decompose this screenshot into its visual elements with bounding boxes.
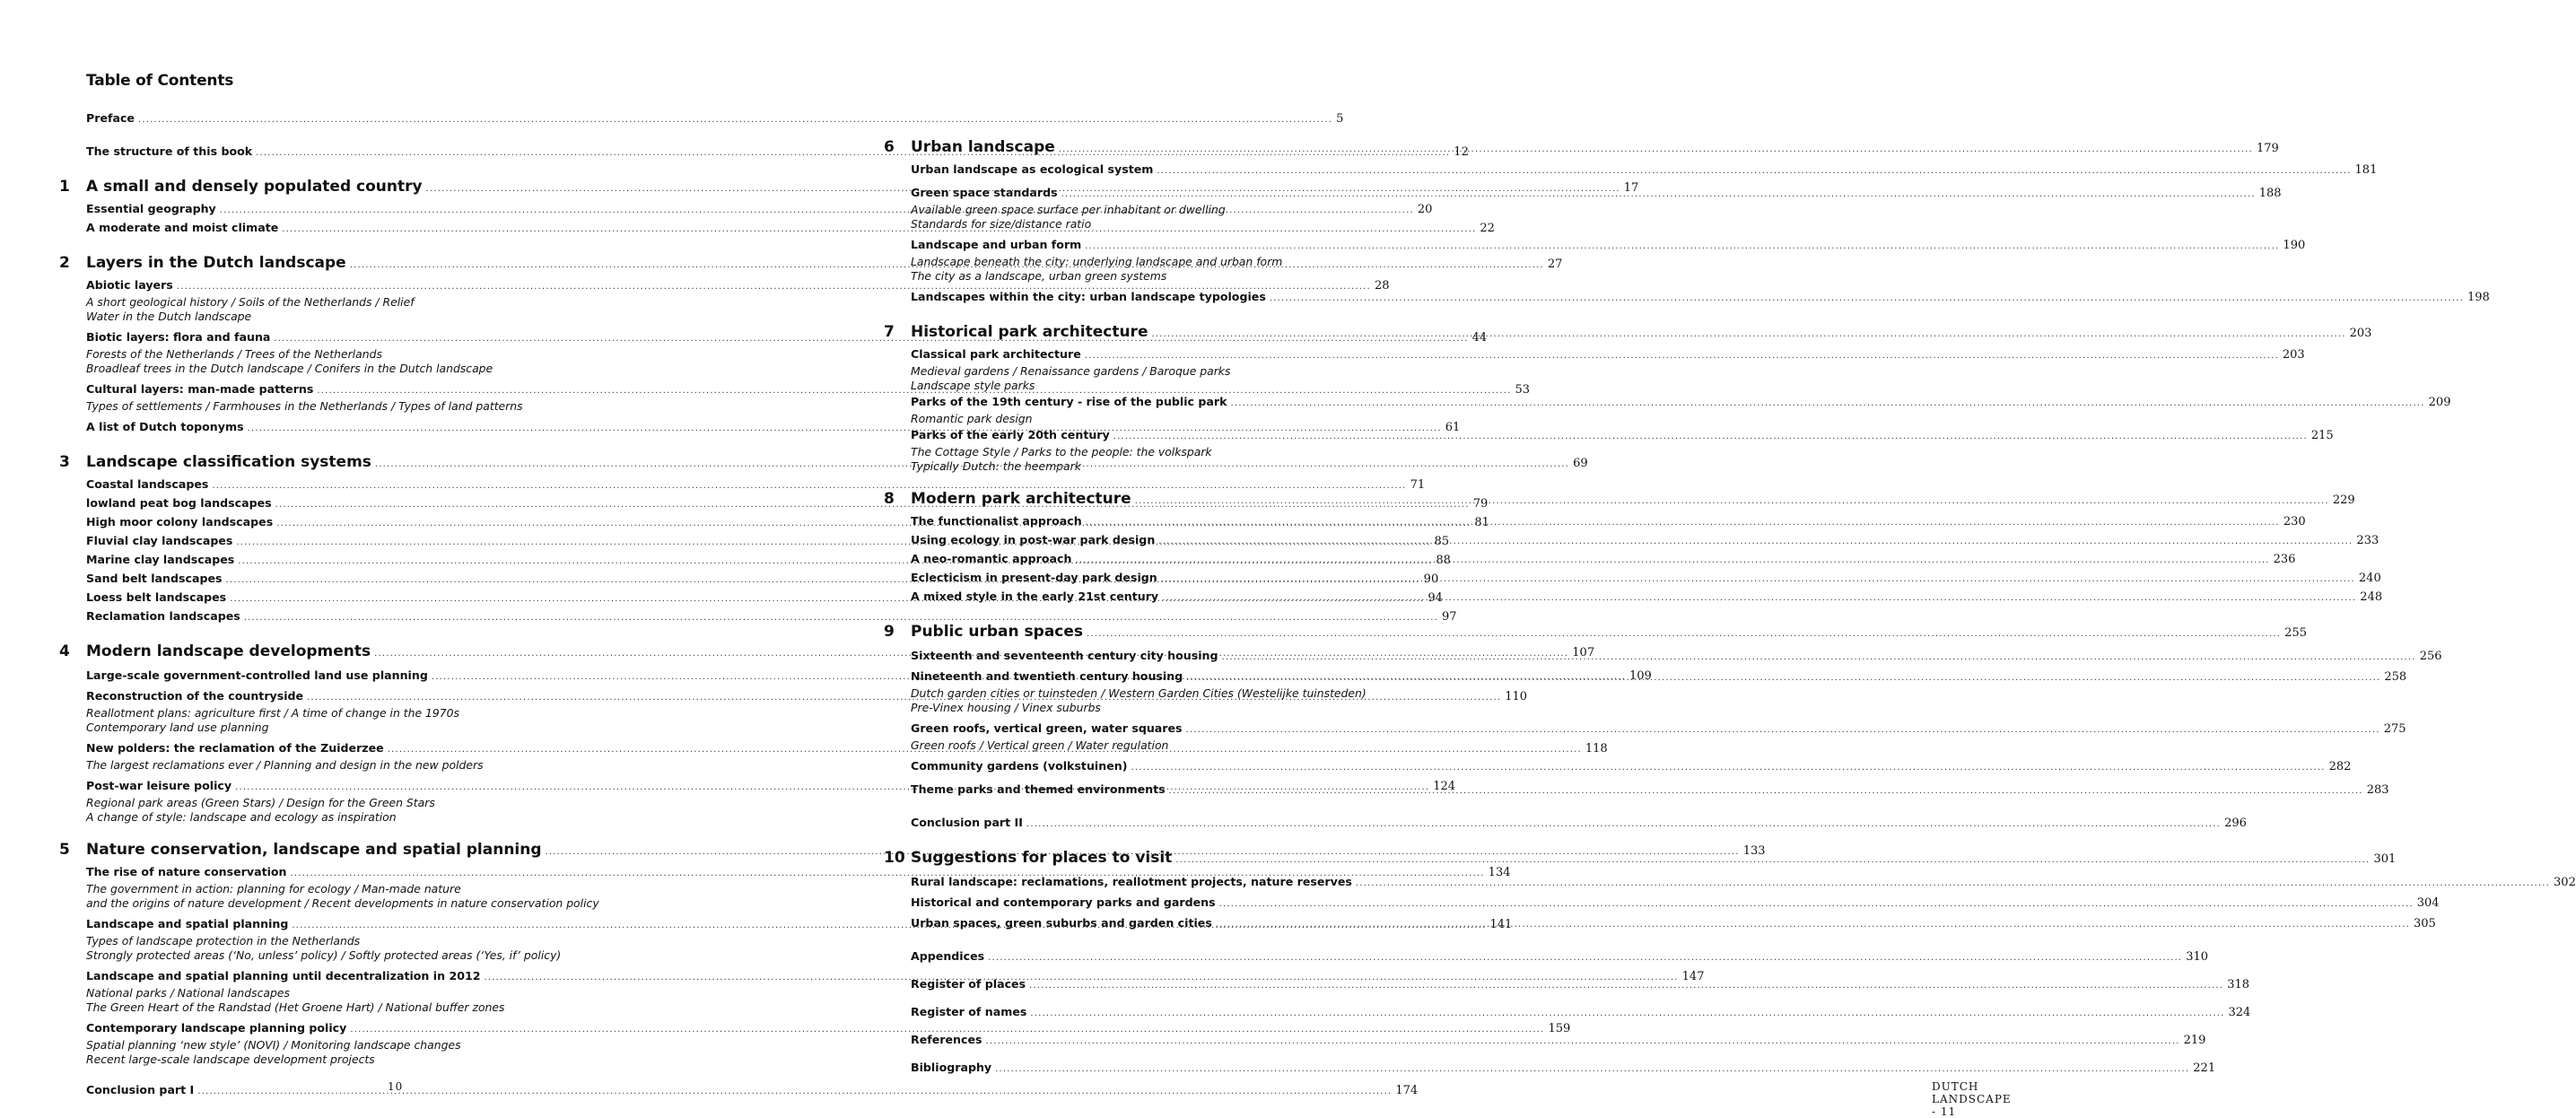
dot-leader <box>1151 324 2345 345</box>
toc-page-number: 147 <box>1681 970 1705 983</box>
toc-subtopics: A short geological history / Soils of the Netherlands / Relief <box>86 295 415 309</box>
toc-entry-title: A list of Dutch toponyms <box>86 420 244 433</box>
toc-page-number: 203 <box>2282 348 2305 362</box>
toc-entry[interactable] <box>884 161 2378 179</box>
toc-entry-title: Suggestions for places to visit <box>911 849 1173 867</box>
toc-entry-title: The rise of nature conservation <box>86 865 287 878</box>
toc-entry-title: Conclusion part II <box>911 816 1023 829</box>
toc-entry-title: Reclamation landscapes <box>86 609 240 623</box>
toc-page-number: 20 <box>1417 203 1433 216</box>
toc-entry-title: Sixteenth and seventeenth century city housing <box>911 649 1218 662</box>
dot-leader <box>1075 552 2269 569</box>
toc-block <box>884 512 2306 531</box>
toc-page-number: 304 <box>2416 896 2440 910</box>
toc-entry-title: Historical park architecture <box>911 323 1148 341</box>
toc-entry[interactable] <box>884 873 2576 892</box>
dot-leader <box>1175 850 2370 871</box>
dot-leader <box>1087 624 2281 645</box>
toc-block <box>884 873 2576 892</box>
toc-block <box>884 393 2451 426</box>
toc-entry-title: Marine clay landscapes <box>86 553 235 566</box>
toc-entry-title: Public urban spaces <box>911 623 1084 641</box>
toc-page-number: 215 <box>2310 429 2334 442</box>
toc-subtopics: Green roofs / Vertical green / Water regulation <box>911 738 1169 752</box>
toc-entry-title: Urban spaces, green suburbs and garden cities <box>911 916 1212 930</box>
toc-title: Table of Contents <box>86 72 234 90</box>
toc-entry-title: Layers in the Dutch landscape <box>86 254 346 272</box>
toc-entry-title: The functionalist approach <box>911 514 1082 528</box>
toc-entry-title: Landscape and spatial planning until decentralization in 2012 <box>86 969 481 983</box>
toc-subtopics: Strongly protected areas (‘No, unless’ policy) / Softly protected areas (‘Yes, if’ policy) <box>86 948 562 962</box>
toc-page-number: 69 <box>1573 457 1588 470</box>
toc-block <box>59 607 1457 626</box>
toc-entry-title: Contemporary landscape planning policy <box>86 1021 347 1035</box>
toc-entry-title: The structure of this book <box>86 144 253 158</box>
toc-page-number: 203 <box>2349 327 2372 340</box>
toc-entry-title: Conclusion part I <box>86 1083 195 1096</box>
toc-subtopics: Romantic park design <box>911 412 1033 425</box>
toc-entry-title: Landscape classification systems <box>86 453 371 471</box>
toc-entry[interactable] <box>884 426 2334 445</box>
toc-page-number: 283 <box>2366 783 2389 797</box>
chapter-number: 1 <box>59 178 70 196</box>
toc-block <box>884 321 2372 345</box>
toc-entry-title: Rural landscape: reclamations, reallotment projects, nature reserves <box>911 875 1352 888</box>
toc-entry[interactable] <box>59 476 1426 494</box>
toc-entry-title: Appendices <box>911 949 985 963</box>
toc-page-number: 240 <box>2358 572 2381 585</box>
dot-leader <box>988 949 2182 966</box>
dot-leader <box>1030 1005 2224 1022</box>
toc-entry[interactable] <box>884 757 2352 776</box>
toc-subtopics: Types of landscape protection in the Netherlands <box>86 934 361 948</box>
toc-page-number: 110 <box>1505 690 1528 703</box>
toc-page-number: 179 <box>2256 142 2279 155</box>
toc-page-number: 94 <box>1428 591 1443 605</box>
dot-leader <box>1222 649 2416 666</box>
toc-block <box>884 757 2352 776</box>
toc-page-number: 181 <box>2354 163 2378 177</box>
toc-page-number: 109 <box>1629 669 1652 683</box>
toc-entry-title: Parks of the early 20th century <box>911 428 1110 441</box>
chapter-number: 8 <box>884 490 895 508</box>
toc-page-number: 282 <box>2328 760 2352 773</box>
toc-entry[interactable] <box>884 569 2381 588</box>
toc-page-number: 107 <box>1572 646 1595 659</box>
toc-page-number: 236 <box>2273 553 2296 566</box>
dot-leader <box>1219 895 2414 913</box>
chapter-number: 9 <box>884 623 895 641</box>
toc-entry-title: High moor colony landscapes <box>86 515 274 528</box>
toc-entry-title: Essential geography <box>86 202 216 215</box>
toc-entry[interactable] <box>884 236 2306 255</box>
toc-entry-title: Green roofs, vertical green, water squares <box>911 721 1183 735</box>
toc-page-number: 188 <box>2258 187 2282 200</box>
toc-page-number: 310 <box>2186 950 2209 964</box>
toc-entry-title: Theme parks and themed environments <box>911 782 1166 796</box>
toc-entry-title: Bibliography <box>911 1061 992 1074</box>
toc-block <box>884 161 2378 179</box>
toc-subtopics: Landscape style parks <box>911 379 1035 392</box>
toc-entry[interactable] <box>884 1059 2216 1078</box>
toc-entry-title: New polders: the reclamation of the Zuiderzee <box>86 741 384 755</box>
toc-page-number: 258 <box>2384 670 2407 684</box>
toc-entry[interactable] <box>884 1003 2251 1022</box>
toc-page-number: 88 <box>1436 554 1451 567</box>
toc-page-number: 248 <box>2360 590 2383 604</box>
toc-entry-title: Reconstruction of the countryside <box>86 689 304 703</box>
toc-subtopics: The city as a landscape, urban green systems <box>911 269 1167 283</box>
toc-page-number: 190 <box>2283 239 2306 252</box>
toc-block <box>884 136 2279 161</box>
dot-leader <box>1061 186 2256 203</box>
toc-subtopics: and the origins of nature development / Recent developments in nature conservation policy <box>86 896 599 910</box>
dot-leader <box>1169 782 2363 799</box>
toc-entry-title: Fluvial clay landscapes <box>86 534 233 547</box>
toc-entry-title: References <box>911 1033 982 1046</box>
toc-entry-title: Register of places <box>911 977 1026 991</box>
toc-subtopics: Spatial planning ‘new style’ (NOVI) / Monitoring landscape changes <box>86 1038 461 1052</box>
toc-entry-title: Urban landscape as ecological system <box>911 162 1154 176</box>
toc-page-number: 85 <box>1434 535 1450 548</box>
toc-block <box>884 1003 2251 1022</box>
dot-leader <box>1113 428 2308 445</box>
toc-chapter-heading[interactable] <box>884 321 2372 345</box>
toc-entry-title: Community gardens (volkstuinen) <box>911 759 1128 773</box>
toc-page-number: 305 <box>2413 917 2436 930</box>
toc-entry-title: Using ecology in post-war park design <box>911 533 1156 546</box>
toc-block <box>59 109 1344 128</box>
toc-page-number: 53 <box>1515 383 1531 397</box>
toc-entry-title: Classical park architecture <box>911 347 1081 361</box>
dot-leader <box>1270 290 2464 307</box>
toc-entry-title: Preface <box>86 111 135 125</box>
toc-page-number: 302 <box>2554 876 2576 889</box>
toc-entry[interactable] <box>884 550 2296 569</box>
toc-subtopics: Broadleaf trees in the Dutch landscape / Conifers in the Dutch landscape <box>86 362 493 375</box>
toc-subtopics: Reallotment plans: agriculture first / A time of change in the 1970s <box>86 706 460 720</box>
toc-page-number: 17 <box>1623 181 1639 195</box>
toc-block <box>884 894 2440 913</box>
toc-entry[interactable] <box>884 345 2305 364</box>
chapter-number: 6 <box>884 138 895 156</box>
toc-chapter-heading[interactable] <box>884 136 2279 161</box>
toc-page-number: 318 <box>2227 978 2250 991</box>
toc-entry[interactable] <box>884 288 2490 307</box>
toc-page-number: 233 <box>2356 534 2380 547</box>
dot-leader <box>1161 571 2355 588</box>
toc-entry[interactable] <box>59 109 1344 128</box>
dot-leader <box>1085 347 2279 364</box>
toc-subtopics: Water in the Dutch landscape <box>86 310 252 323</box>
toc-subtopics: Contemporary land use planning <box>86 721 269 734</box>
dot-leader <box>1026 816 2221 833</box>
toc-entry[interactable] <box>884 512 2306 531</box>
toc-page-number: 71 <box>1410 478 1426 492</box>
toc-block <box>884 1031 2206 1050</box>
dot-leader <box>1216 916 2410 933</box>
toc-page-number: 230 <box>2283 515 2306 528</box>
toc-page-number: 141 <box>1489 918 1513 931</box>
toc-block <box>884 621 2307 645</box>
toc-entry-title: Eclecticism in present-day park design <box>911 571 1157 584</box>
toc-block <box>884 948 2209 966</box>
toc-entry-title: A moderate and moist climate <box>86 221 279 234</box>
toc-entry[interactable] <box>884 814 2247 833</box>
dot-leader <box>1086 514 2280 531</box>
toc-subtopics: A change of style: landscape and ecology as inspiration <box>86 810 397 824</box>
toc-entry[interactable] <box>884 393 2451 412</box>
dot-leader <box>1131 759 2325 776</box>
dot-leader <box>1356 875 2550 892</box>
page-number-left: 10 <box>388 1080 404 1093</box>
toc-page-number: 159 <box>1548 1022 1571 1035</box>
toc-entry-title: Parks of the 19th century - rise of the public park <box>911 395 1227 408</box>
toc-entry[interactable] <box>884 531 2380 550</box>
toc-subtopics: Forests of the Netherlands / Trees of the Netherlands <box>86 347 382 361</box>
toc-block <box>884 531 2380 550</box>
toc-page-number: 221 <box>2193 1061 2216 1075</box>
toc-entry-title: Landscapes within the city: urban landscape typologies <box>911 290 1266 303</box>
toc-entry-title: Abiotic layers <box>86 278 173 292</box>
toc-entry[interactable] <box>884 1031 2206 1050</box>
toc-entry-title: Biotic layers: flora and fauna <box>86 330 271 344</box>
dot-leader <box>1059 139 2253 161</box>
toc-entry[interactable] <box>884 781 2389 799</box>
chapter-number: 5 <box>59 841 70 859</box>
toc-block <box>884 569 2381 588</box>
dot-leader <box>1029 977 2223 994</box>
dot-leader <box>1186 721 2380 738</box>
toc-entry-title: Green space standards <box>911 186 1058 199</box>
toc-entry-title: Loess belt landscapes <box>86 590 227 604</box>
toc-block <box>59 1081 1419 1100</box>
toc-entry-title: Modern landscape developments <box>86 642 371 660</box>
chapter-number: 7 <box>884 323 895 341</box>
toc-entry[interactable] <box>884 588 2383 607</box>
toc-page-number: 229 <box>2332 493 2355 507</box>
toc-block <box>884 781 2389 799</box>
toc-page-number: 256 <box>2419 650 2442 663</box>
toc-entry-title: Landscape and spatial planning <box>86 917 289 930</box>
toc-entry[interactable] <box>884 948 2209 966</box>
toc-subtopics: National parks / National landscapes <box>86 986 290 1000</box>
toc-entry-title: Modern park architecture <box>911 490 1131 508</box>
toc-entry[interactable] <box>884 894 2440 913</box>
toc-page-number: 12 <box>1454 145 1469 159</box>
toc-entry-title: Landscape and urban form <box>911 238 1082 251</box>
toc-entry-title: Nineteenth and twentieth century housing <box>911 669 1183 683</box>
toc-page-number: 255 <box>2284 626 2307 640</box>
toc-page-number: 5 <box>1336 112 1344 126</box>
toc-subtopics: Typically Dutch: the heempark <box>911 459 1081 473</box>
toc-page-number: 219 <box>2183 1034 2206 1047</box>
toc-page-number: 275 <box>2383 722 2406 736</box>
toc-subtopics: Available green space surface per inhabitant or dwelling <box>911 203 1226 216</box>
toc-page-number: 90 <box>1423 572 1439 586</box>
toc-page-number: 324 <box>2228 1006 2251 1019</box>
toc-subtopics: Recent large-scale landscape development projects <box>86 1052 375 1066</box>
toc-page-number: 198 <box>2467 291 2490 304</box>
toc-subtopics: Dutch garden cities or tuinsteden / Western Garden Cities (Westelijke tuinsteden) <box>911 686 1367 700</box>
toc-page-number: 97 <box>1441 610 1457 624</box>
dot-leader <box>1158 533 2353 550</box>
toc-page-number: 124 <box>1433 780 1456 793</box>
toc-subtopics: The largest reclamations ever / Planning and design in the new polders <box>86 758 484 772</box>
toc-entry-title: A neo-romantic approach <box>911 552 1072 565</box>
toc-block <box>884 814 2247 833</box>
toc-entry-title: lowland peat bog landscapes <box>86 496 272 510</box>
toc-page-number: 301 <box>2373 852 2397 866</box>
toc-entry-title: Register of names <box>911 1005 1027 1018</box>
chapter-number: 3 <box>59 453 70 471</box>
toc-block <box>884 488 2355 512</box>
toc-page-number: 296 <box>2224 817 2247 830</box>
toc-block <box>884 288 2490 307</box>
dot-leader <box>1186 669 2380 686</box>
toc-subtopics: Pre-Vinex housing / Vinex suburbs <box>911 701 1101 714</box>
toc-entry[interactable] <box>884 720 2406 738</box>
toc-entry-title: A small and densely populated country <box>86 178 423 196</box>
toc-subtopics: The government in action: planning for ecology / Man-made nature <box>86 882 461 895</box>
chapter-number: 10 <box>884 849 905 867</box>
toc-page-number: 134 <box>1488 866 1511 879</box>
toc-subtopics: The Cottage Style / Parks to the people: the volkspark <box>911 445 1212 459</box>
toc-entry[interactable] <box>59 607 1457 626</box>
toc-page-number: 118 <box>1585 742 1608 756</box>
dot-leader <box>1231 395 2425 412</box>
toc-entry-title: A mixed style in the early 21st century <box>911 590 1159 603</box>
toc-subtopics: Standards for size/distance ratio <box>911 217 1092 231</box>
toc-subtopics: Landscape beneath the city: underlying landscape and urban form <box>911 255 1283 268</box>
toc-page-number: 27 <box>1547 258 1563 271</box>
toc-page-number: 61 <box>1445 421 1461 434</box>
toc-subtopics: The Green Heart of the Randstad (Het Groene Hart) / National buffer zones <box>86 1000 505 1014</box>
toc-page-number: 133 <box>1742 844 1766 858</box>
toc-subtopics: Medieval gardens / Renaissance gardens / Baroque parks <box>911 364 1231 378</box>
toc-page-number: 44 <box>1471 331 1488 345</box>
dot-leader <box>1135 491 2329 512</box>
toc-subtopics: Regional park areas (Green Stars) / Design for the Green Stars <box>86 796 435 809</box>
toc-entry-title: Sand belt landscapes <box>86 572 223 585</box>
toc-page-number: 79 <box>1472 497 1489 511</box>
toc-block <box>884 1059 2216 1078</box>
toc-page-number: 28 <box>1374 279 1390 293</box>
page-number-right: DUTCH LANDSCAPE - 11 <box>1932 1080 2012 1118</box>
toc-entry-title: Nature conservation, landscape and spatial planning <box>86 841 542 859</box>
dot-leader <box>995 1061 2189 1078</box>
dot-leader <box>1157 162 2351 179</box>
dot-leader <box>985 1033 2179 1050</box>
toc-page-number: 174 <box>1395 1084 1419 1097</box>
toc-block <box>884 588 2383 607</box>
toc-entry-title: Urban landscape <box>911 138 1055 156</box>
toc-page-number: 22 <box>1480 222 1495 235</box>
toc-entry-title: Post-war leisure policy <box>86 779 232 792</box>
toc-entry-title: Historical and contemporary parks and gardens <box>911 895 1216 909</box>
dot-leader <box>1085 238 2279 255</box>
dot-leader <box>1162 590 2356 607</box>
toc-entry-title: Coastal landscapes <box>86 477 209 491</box>
toc-page-number: 209 <box>2428 396 2451 409</box>
toc-page-number: 81 <box>1474 516 1489 529</box>
toc-block <box>884 550 2296 569</box>
chapter-number: 4 <box>59 642 70 660</box>
toc-entry-title: Cultural layers: man-made patterns <box>86 382 314 396</box>
toc-chapter-heading[interactable] <box>884 488 2355 512</box>
toc-subtopics: Types of settlements / Farmhouses in the Netherlands / Types of land patterns <box>86 399 523 413</box>
toc-entry[interactable] <box>59 1081 1419 1100</box>
toc-block <box>59 476 1426 494</box>
toc-chapter-heading[interactable] <box>884 621 2307 645</box>
chapter-number: 2 <box>59 254 70 272</box>
toc-entry[interactable] <box>59 1019 1571 1038</box>
toc-entry-title: Large-scale government-controlled land use planning <box>86 668 428 682</box>
